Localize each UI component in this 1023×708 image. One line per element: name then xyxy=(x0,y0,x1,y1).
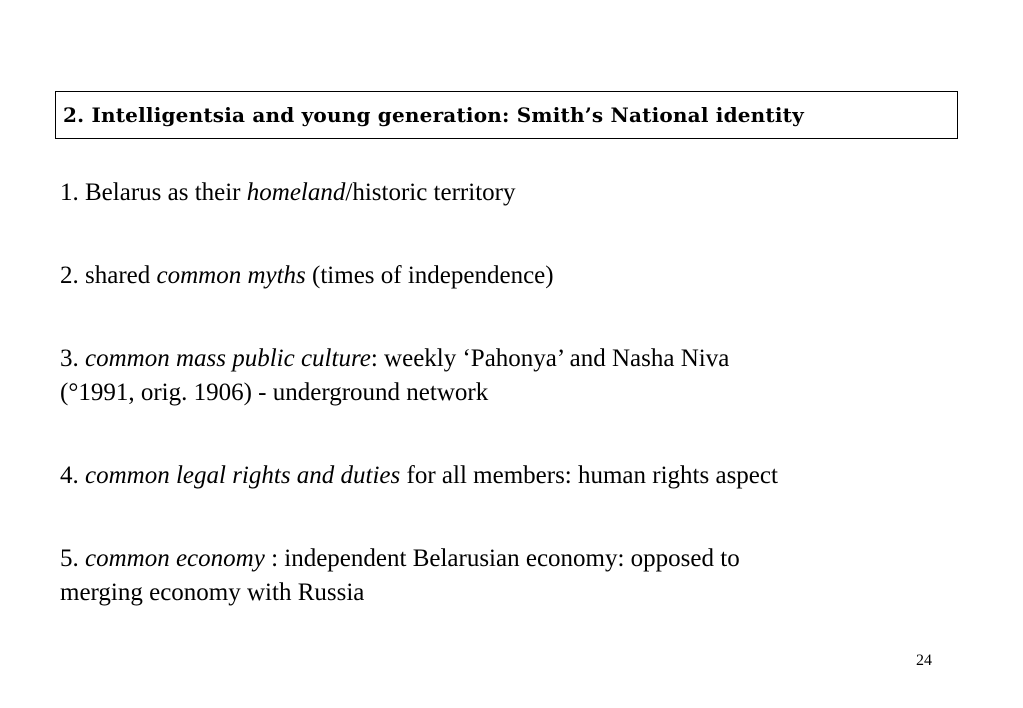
item-number: 5. xyxy=(60,545,85,572)
item-text: : independent Belarusian economy: opposed to xyxy=(264,545,740,572)
item-text-continuation: merging economy with Russia xyxy=(60,579,365,606)
item-number: 4. xyxy=(60,462,85,489)
item-text: : weekly ‘Pahonya’ and Nasha Niva xyxy=(370,345,730,372)
item-number: 3. xyxy=(60,345,85,372)
item-number: 2. xyxy=(60,262,85,289)
page-number: 24 xyxy=(916,652,932,669)
slide-title-text: 2. Intelligentsia and young generation: Smith’s National identity xyxy=(63,103,804,127)
item-emphasis: common mass public culture xyxy=(85,345,371,372)
list-item xyxy=(60,342,960,410)
list-item xyxy=(60,542,960,610)
slide-title xyxy=(55,91,958,139)
item-text: (times of independence) xyxy=(305,262,554,289)
list-item xyxy=(60,176,960,210)
item-text: Belarus as their xyxy=(85,179,247,206)
item-emphasis: common economy xyxy=(85,545,265,572)
item-text: shared xyxy=(85,262,157,289)
item-number: 1. xyxy=(60,179,85,206)
item-emphasis: common legal rights and duties xyxy=(85,462,401,489)
item-emphasis: homeland xyxy=(246,179,346,206)
list-item xyxy=(60,459,960,493)
item-text: for all members: human rights aspect xyxy=(400,462,778,489)
item-emphasis: common myths xyxy=(156,262,306,289)
item-text: /historic territory xyxy=(345,179,516,206)
item-text-continuation: (°1991, orig. 1906) - underground network xyxy=(60,379,489,406)
list-item xyxy=(60,259,960,293)
